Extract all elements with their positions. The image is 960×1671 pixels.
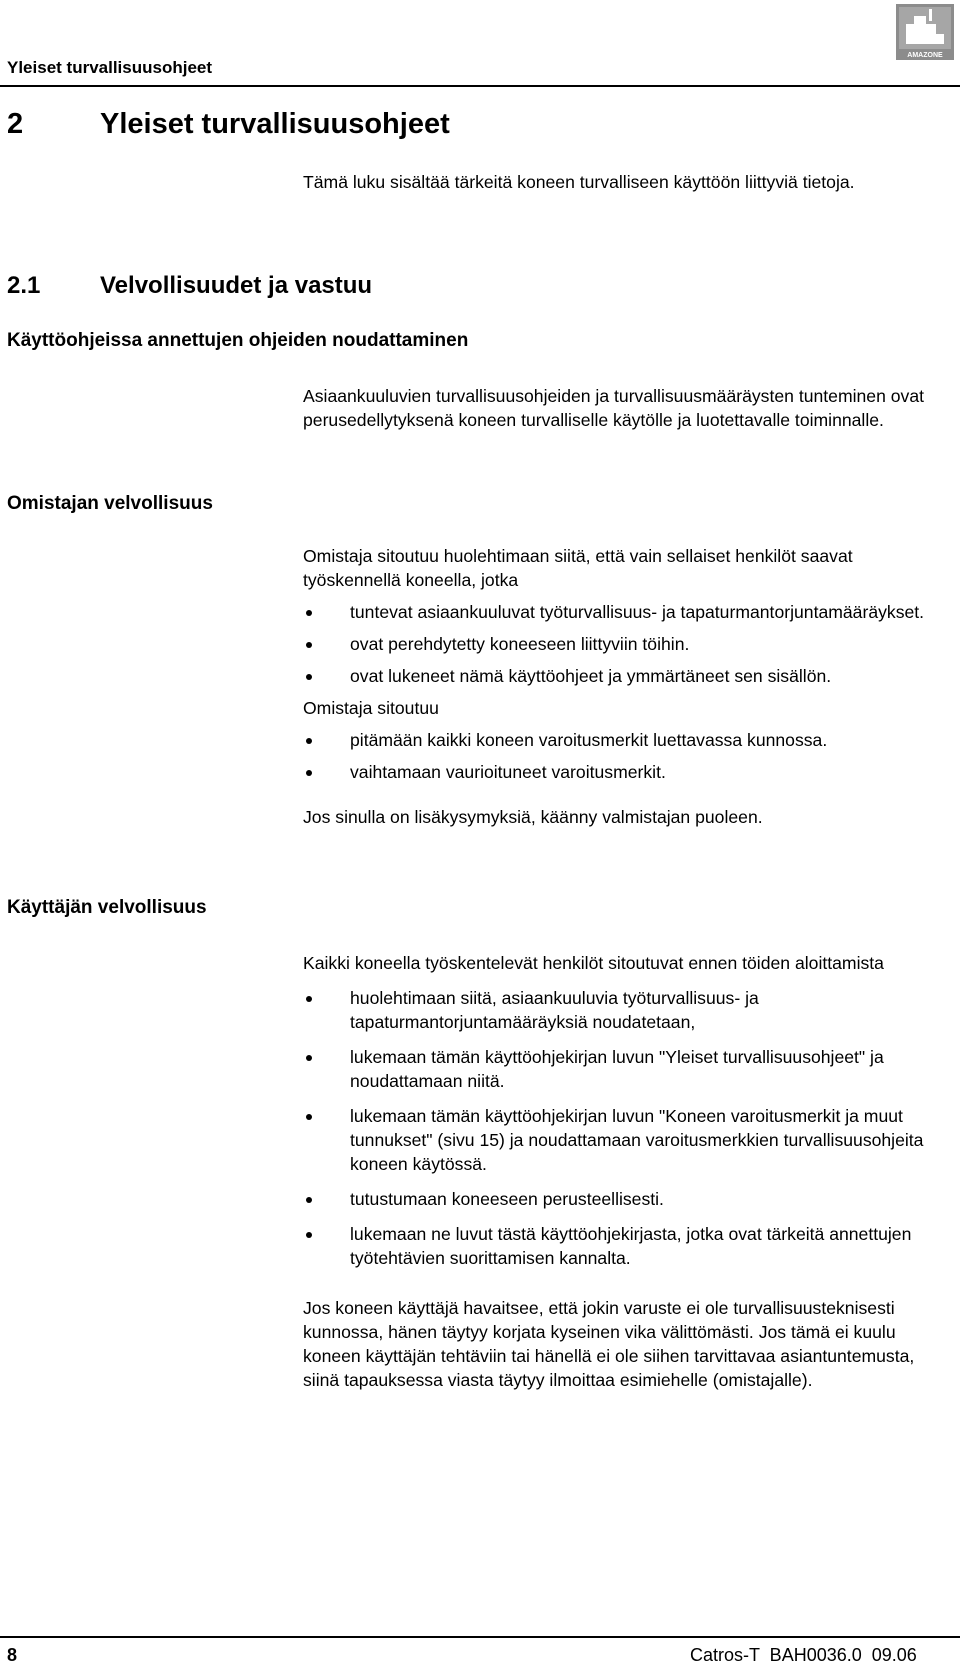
list-item: lukemaan tämän käyttöohjekirjan luvun "Koneen varoitusmerkit ja muut tunnukset" (sivu 15) ja noudattamaan varoitusmerkkien turvallisuusohjeita koneen käytössä. (303, 1104, 933, 1176)
block3-text2: Jos koneen käyttäjä havaitsee, että jokin varuste ei ole turvallisuusteknisesti kunnossa, hänen täytyy korjata kyseinen vika välittömästi. Jos tämä ei kuulu koneen käyttäjän tehtäviin tai hänellä ei ole siihen tarvittavaa asiantuntemusta, siinä tapauksessa viasta täytyy ilmoittaa esimiehelle (omistajalle). (303, 1298, 915, 1390)
list-item: lukemaan ne luvut tästä käyttöohjekirjasta, jotka ovat tärkeitä annettujen työtehtävien suorittamisen kannalta. (303, 1222, 933, 1270)
block3-body (303, 951, 933, 1392)
section-title: Velvollisuudet ja vastuu (100, 272, 373, 299)
document-reference: Catros-T BAH0036.0 09.06 (690, 1645, 917, 1665)
block2-body (303, 544, 933, 829)
chapter-number: 2 (7, 108, 24, 140)
chapter-intro (303, 170, 933, 194)
list-item: lukemaan tämän käyttöohjekirjan luvun "Yleiset turvallisuusohjeet" ja noudattamaan niitä. (303, 1045, 933, 1093)
intro-text: Tämä luku sisältää tärkeitä koneen turvalliseen käyttöön liittyviä tietoja. (303, 172, 855, 192)
block2-bullet-list-2 (303, 728, 933, 784)
list-item: vaihtamaan vaurioituneet varoitusmerkit. (303, 760, 933, 784)
page-number: 8 (7, 1645, 18, 1665)
amazone-logo (896, 4, 954, 60)
list-item: pitämään kaikki koneen varoitusmerkit luettavassa kunnossa. (303, 728, 933, 752)
block2-text3: Jos sinulla on lisäkysymyksiä, käänny valmistajan puoleen. (303, 807, 763, 827)
block1-heading: Käyttöohjeissa annettujen ohjeiden noudattaminen (7, 330, 469, 351)
list-item: ovat lukeneet nämä käyttöohjeet ja ymmärtäneet sen sisällön. (303, 664, 933, 688)
block2-text2: Omistaja sitoutuu (303, 698, 439, 718)
logo-text: AMAZONE (907, 52, 943, 59)
block2-text1: Omistaja sitoutuu huolehtimaan siitä, että vain sellaiset henkilöt saavat työskennellä koneella, jotka (303, 546, 853, 590)
list-item: huolehtimaan siitä, asiaankuuluvia työturvallisuus- ja tapaturmantorjuntamääräyksiä noudatetaan, (303, 986, 933, 1034)
header-rule (0, 85, 960, 87)
block3-bullet-list (303, 986, 933, 1270)
block1-body (303, 384, 933, 432)
list-item: tuntevat asiaankuuluvat työturvallisuus- ja tapaturmantorjuntamääräykset. (303, 600, 933, 624)
list-item: tutustumaan koneeseen perusteellisesti. (303, 1187, 933, 1211)
block3-text1: Kaikki koneella työskentelevät henkilöt sitoutuvat ennen töiden aloittamista (303, 953, 884, 973)
footer-rule (0, 1636, 960, 1638)
section-number: 2.1 (7, 272, 41, 299)
block2-heading: Omistajan velvollisuus (7, 493, 213, 514)
list-item: ovat perehdytetty koneeseen liittyviin töihin. (303, 632, 933, 656)
block1-text: Asiaankuuluvien turvallisuusohjeiden ja turvallisuusmääräysten tunteminen ovat perusedellytyksenä koneen turvalliselle käytölle ja luotettavalle toiminnalle. (303, 386, 925, 430)
block2-bullet-list-1 (303, 600, 933, 688)
running-header-title: Yleiset turvallisuusohjeet (7, 58, 213, 77)
chapter-title: Yleiset turvallisuusohjeet (100, 108, 450, 140)
section-heading (7, 272, 372, 300)
block3-heading: Käyttäjän velvollisuus (7, 897, 207, 918)
chapter-heading (7, 108, 450, 141)
